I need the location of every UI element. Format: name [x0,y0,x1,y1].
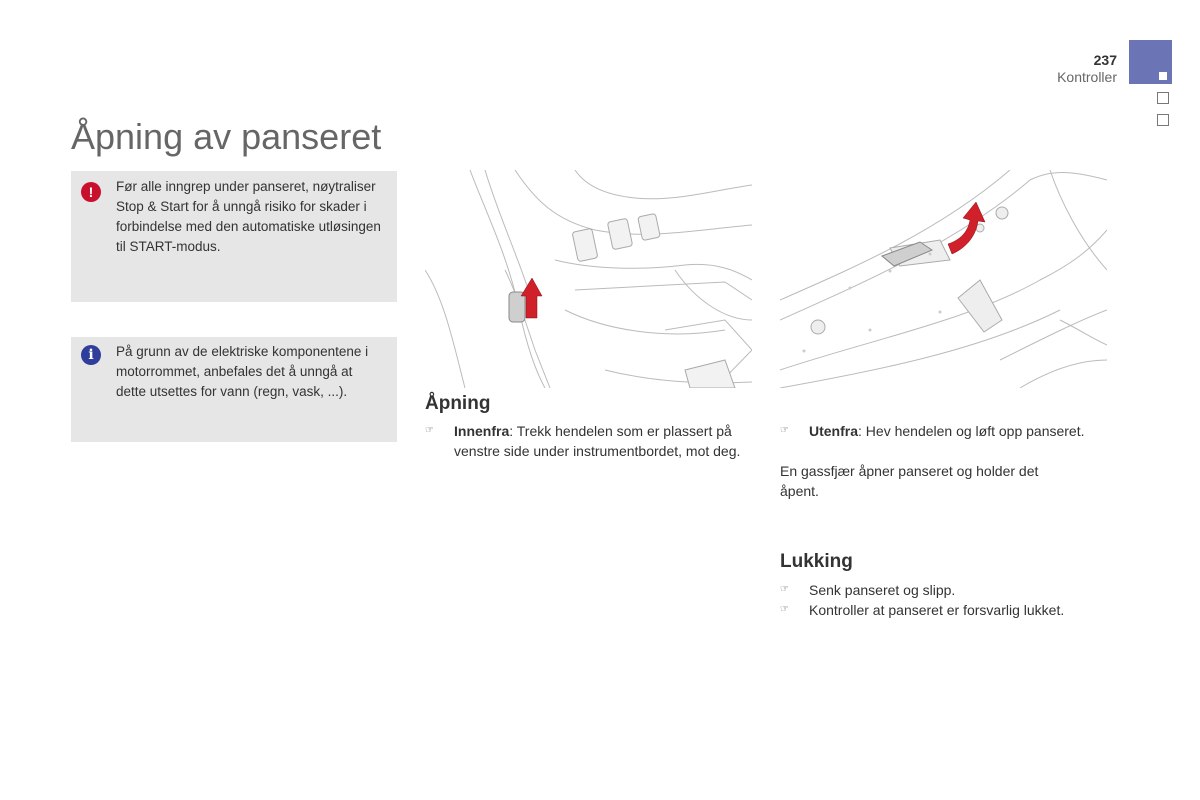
closing-item-text: Senk panseret og slipp. [809,582,956,598]
closing-heading: Lukking [780,551,853,572]
exterior-lever-illustration [780,170,1107,388]
pointer-bullet-icon: ☞ [425,425,434,436]
section-tab-active [1129,40,1172,84]
section-label: Kontroller [1057,69,1117,85]
inside-label: Innenfra [454,423,510,439]
outside-text: : Hev hendelen og løft opp panseret. [858,423,1085,439]
closing-item-text: Kontroller at panseret er forsvarlig lukket. [809,602,1065,618]
opening-heading: Åpning [425,393,491,414]
pointer-bullet-icon: ☞ [780,584,789,595]
pointer-bullet-icon: ☞ [780,425,789,436]
inside-instruction [425,421,745,461]
inside-text: : Trekk hendelen som er plassert på venstre side under instrumentbordet, mot deg. [454,423,741,459]
section-tab-box [1157,114,1169,126]
section-tab-box [1157,92,1169,104]
outside-instruction [780,421,1090,441]
info-icon: i [81,345,101,365]
page-title: Åpning av panseret [71,116,382,157]
warning-callout [71,171,397,302]
page-number: 237 [1093,52,1117,68]
closing-item [780,600,1110,620]
outside-label: Utenfra [809,423,859,439]
warning-icon: ! [81,182,101,202]
interior-lever-drawing [425,170,752,388]
gas-spring-text: En gassfjær åpner panseret og holder det åpent. [780,463,1039,499]
info-text: På grunn av de elektriske komponentene i motorrommet, anbefales det å unngå at dette utsettes for vann (regn, vask, ...). [116,344,369,399]
tab-marker [1159,72,1167,80]
closing-item [780,580,1110,600]
interior-lever-illustration [425,170,752,388]
warning-text: Før alle inngrep under panseret, nøytraliser Stop & Start for å unngå risiko for skader i forbindelse med den automatiske utløsingen til START-modus. [116,179,381,254]
info-callout [71,337,397,442]
exterior-lever-drawing [780,170,1107,388]
pointer-bullet-icon: ☞ [780,604,789,615]
